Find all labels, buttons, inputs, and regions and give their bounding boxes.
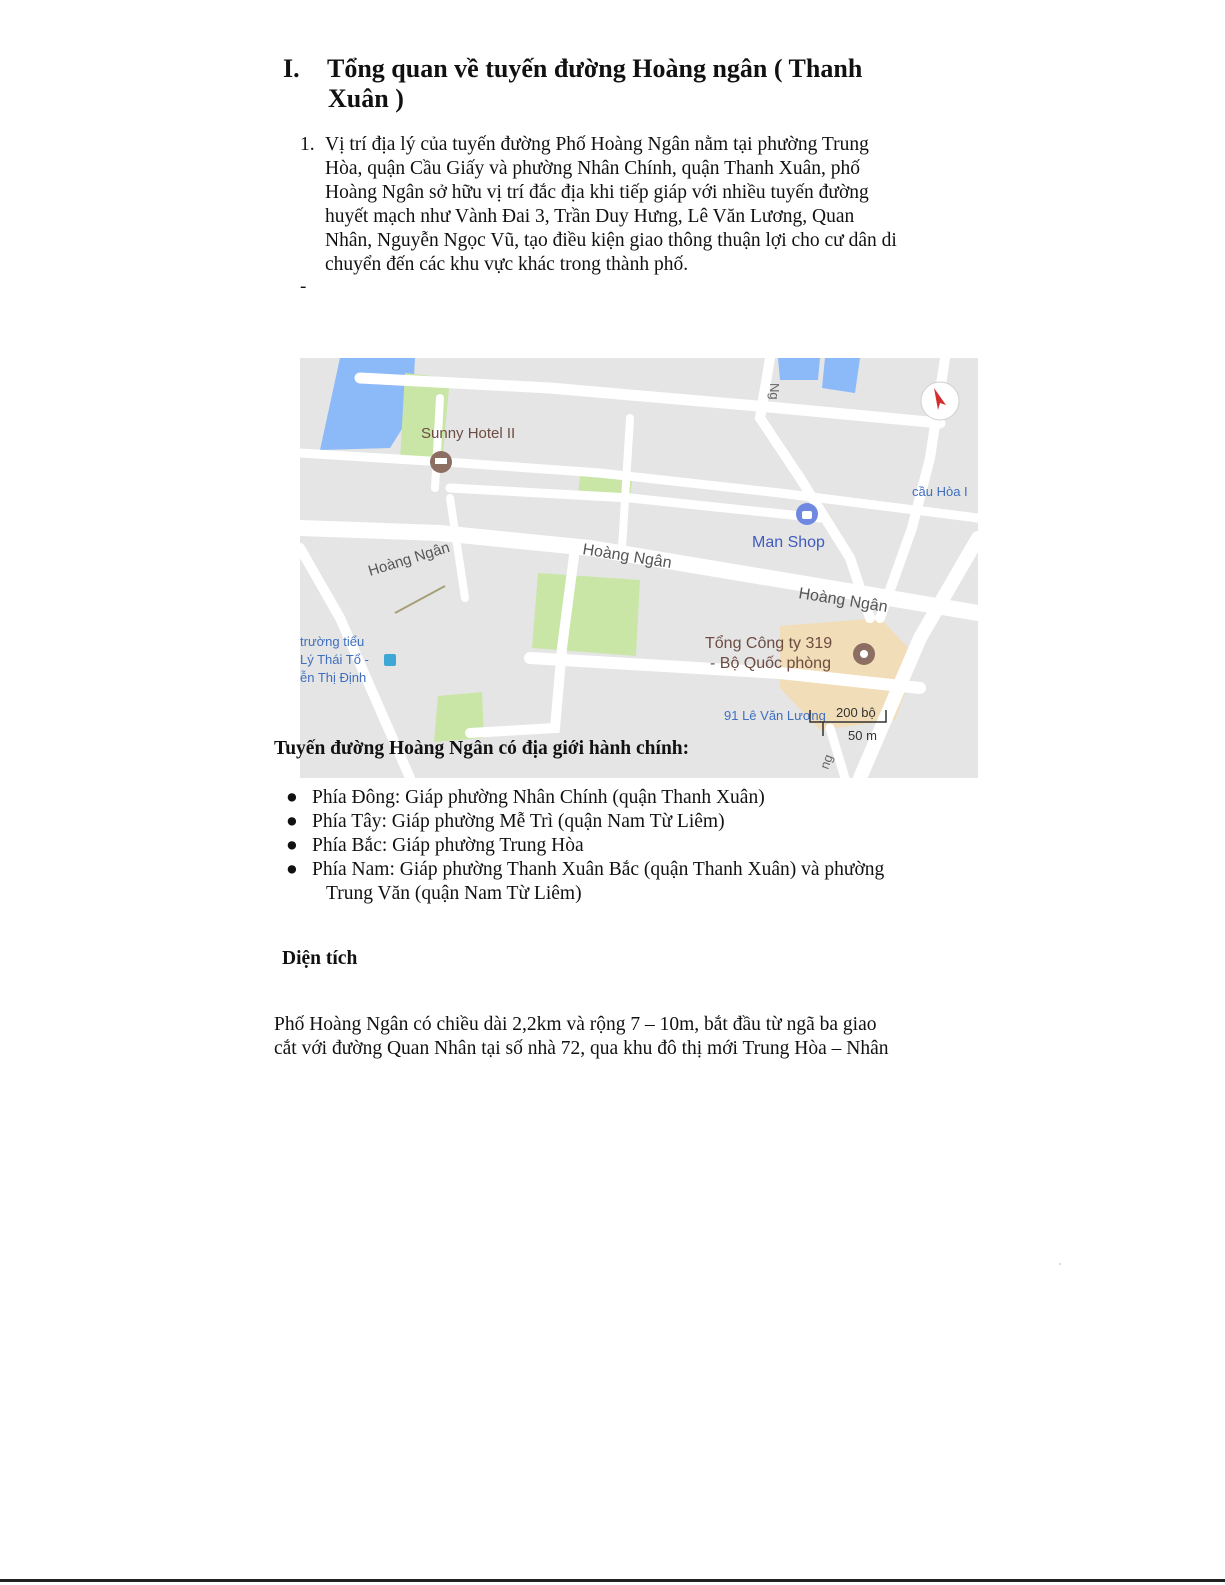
- heading-line-1: Tổng quan về tuyến đường Hoàng ngân ( Thanh: [327, 54, 863, 83]
- boundaries-title: Tuyến đường Hoàng Ngân có địa giới hành chính:: [274, 738, 690, 759]
- map-svg: [300, 358, 978, 778]
- paragraph-line: cắt với đường Quan Nhân tại số nhà 72, qua khu đô thị mới Trung Hòa – Nhân: [274, 1038, 889, 1059]
- list-item-text: Phía Tây: Giáp phường Mễ Trì (quận Nam Từ Liêm): [312, 811, 725, 832]
- bullet-icon: ●: [286, 835, 298, 856]
- list-item-text: Phía Bắc: Giáp phường Trung Hòa: [312, 835, 584, 856]
- section-heading: [283, 54, 923, 114]
- list-item: [286, 834, 946, 858]
- paragraph-line: chuyển đến các khu vực khác trong thành phố.: [325, 254, 689, 275]
- paragraph-line: Hoàng Ngân sở hữu vị trí đắc địa khi tiếp giáp với nhiều tuyến đường: [325, 182, 869, 203]
- boundaries-list: [286, 786, 946, 906]
- park: [532, 573, 640, 656]
- page-bottom-border: [0, 1579, 1225, 1582]
- road-label: ng: [816, 752, 836, 772]
- list-item: [286, 810, 946, 834]
- bullet-icon: ●: [286, 787, 298, 808]
- scan-speck: [1059, 1263, 1061, 1265]
- road-label: Hoàng Ngân: [366, 538, 452, 580]
- map-label-cau-hoa: cầu Hòa I: [912, 484, 968, 499]
- road: [435, 398, 440, 488]
- school-bus-icon: [384, 654, 396, 666]
- map-label-school-3: ễn Thị Định: [300, 670, 367, 685]
- paragraph-line: Phố Hoàng Ngân có chiều dài 2,2km và rộng 7 – 10m, bắt đầu từ ngã ba giao: [274, 1014, 877, 1035]
- heading-line-2: Xuân ): [328, 84, 404, 113]
- road-label: Ng: [767, 383, 782, 400]
- bullet-icon: ●: [286, 811, 298, 832]
- bed-glyph-icon: [435, 458, 447, 464]
- scale-meters: 50 m: [848, 728, 877, 743]
- area-paragraph: [274, 1013, 954, 1061]
- bag-glyph-icon: [802, 511, 812, 519]
- map-label-school-2: Lý Thái Tổ -: [300, 652, 369, 667]
- map-label-school: trường tiểu: [300, 634, 365, 649]
- paragraph-line: Hòa, quận Cầu Giấy và phường Nhân Chính, quận Thanh Xuân, phố: [325, 158, 861, 179]
- list-item-continuation: Trung Văn (quận Nam Từ Liêm): [326, 883, 582, 904]
- pin-dot-icon: [860, 650, 868, 658]
- map-image: [300, 358, 978, 778]
- list-item: [286, 858, 946, 882]
- bullet-icon: ●: [286, 859, 298, 880]
- scale-feet: 200 bộ: [836, 705, 876, 720]
- map-label-company[interactable]: Tổng Công ty 319: [705, 635, 833, 652]
- pond: [822, 358, 860, 393]
- location-paragraph: [300, 133, 950, 277]
- list-item-text: Phía Đông: Giáp phường Nhân Chính (quận Thanh Xuân): [312, 787, 765, 808]
- paragraph-line: Vị trí địa lý của tuyến đường Phố Hoàng Ngân nằm tại phường Trung: [325, 134, 869, 155]
- map-label-address: 91 Lê Văn Lương: [724, 708, 826, 723]
- list-item: [286, 786, 946, 810]
- map-label-sunny-hotel[interactable]: Sunny Hotel II: [421, 425, 516, 442]
- area-title: Diện tích: [282, 948, 358, 969]
- paragraph-line: Nhân, Nguyễn Ngọc Vũ, tạo điều kiện giao thông thuận lợi cho cư dân di: [325, 230, 897, 251]
- dash-bullet: -: [300, 276, 307, 297]
- list-item-text: Phía Nam: Giáp phường Thanh Xuân Bắc (quận Thanh Xuân) và phường: [312, 859, 885, 880]
- road-label: Hoàng Ngân: [797, 585, 889, 617]
- road-label: Hoàng Ngân: [581, 541, 673, 573]
- heading-number: I.: [283, 54, 300, 83]
- list-number: 1.: [300, 134, 315, 155]
- pond: [778, 358, 820, 380]
- map-label-company-2[interactable]: - Bộ Quốc phòng: [710, 655, 831, 672]
- paragraph-line: huyết mạch như Vành Đai 3, Trần Duy Hưng, Lê Văn Lương, Quan: [325, 206, 855, 227]
- map-label-man-shop[interactable]: Man Shop: [752, 534, 825, 551]
